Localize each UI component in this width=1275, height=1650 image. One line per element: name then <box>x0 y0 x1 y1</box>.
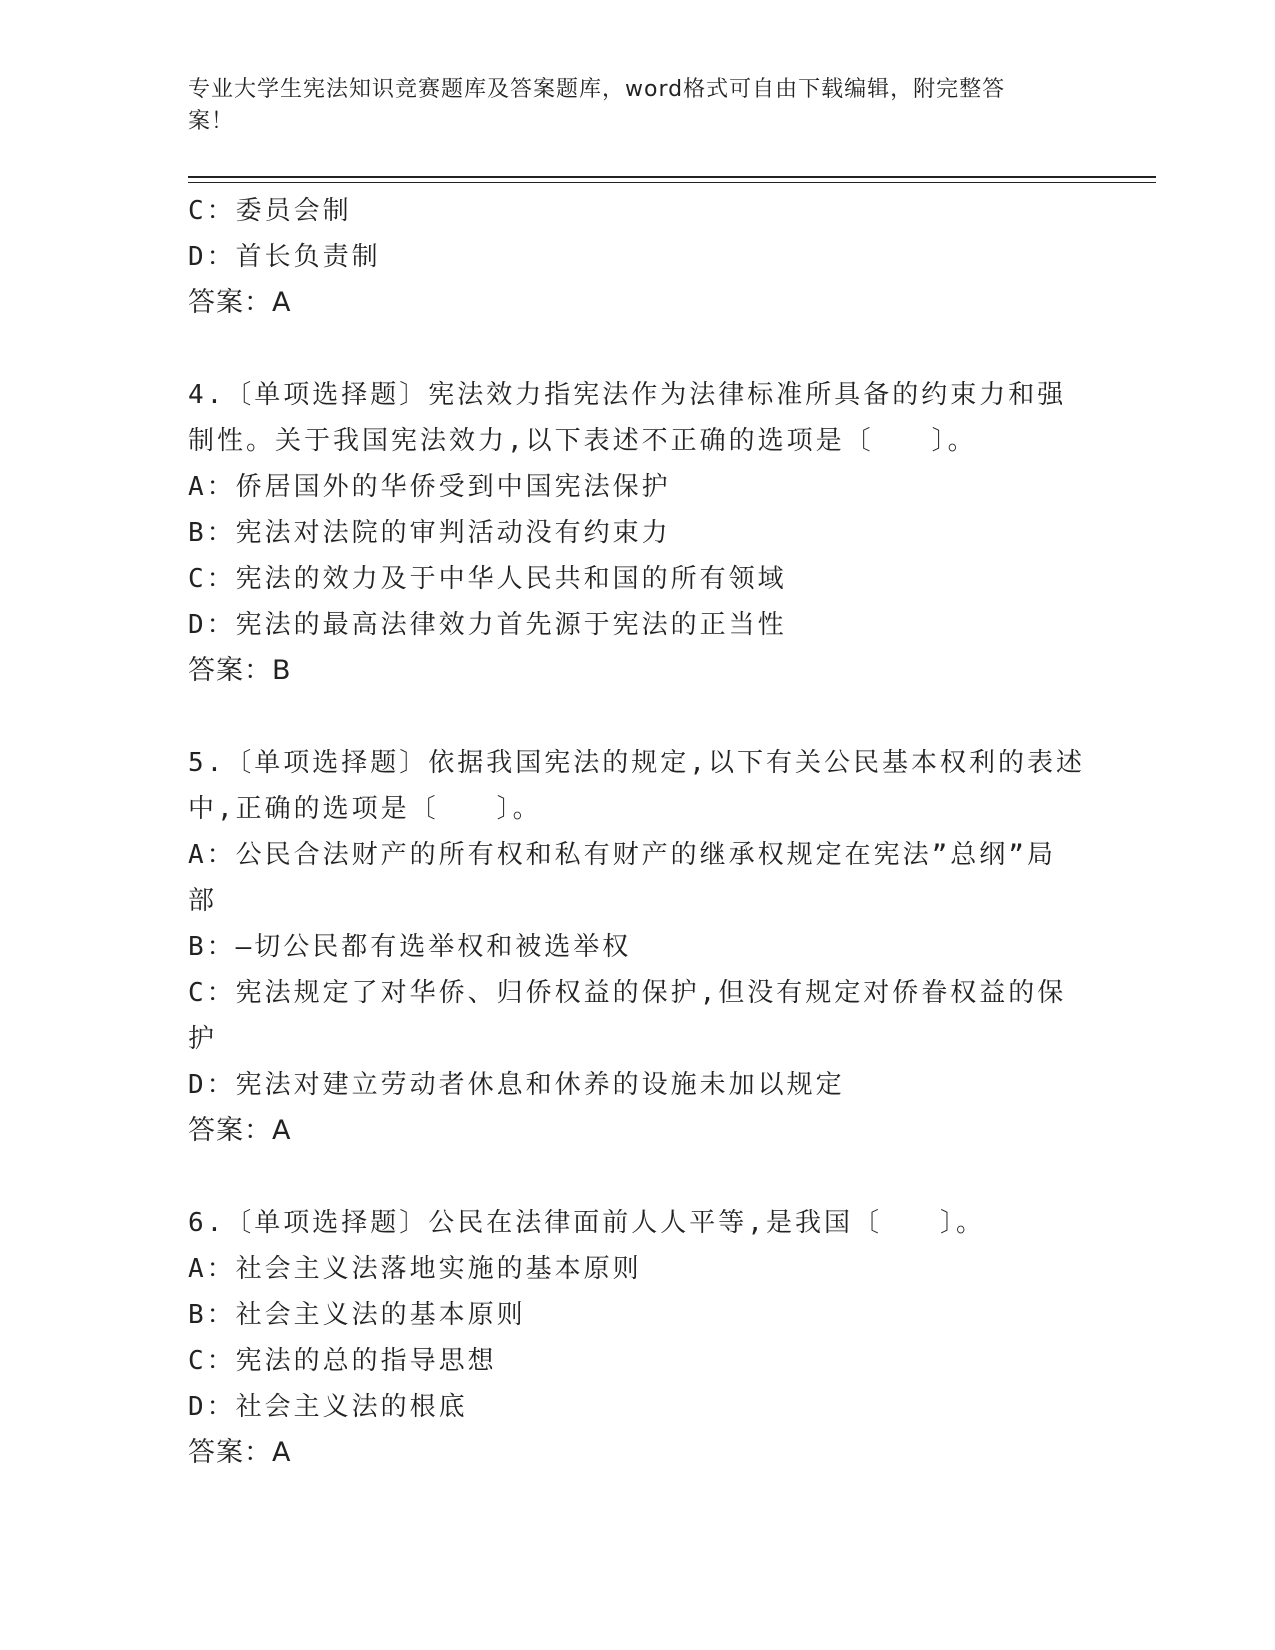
option-b: B：―切公民都有选举权和被选举权 <box>188 932 632 962</box>
option-c: C：宪法的总的指导思想 <box>188 1346 497 1376</box>
page-header <box>188 74 1063 138</box>
question-gap <box>188 1154 1088 1200</box>
header-line-2: 案！ <box>188 109 235 134</box>
question-stem: 4.〔单项选择题〕宪法效力指宪法作为法律标准所具备的约束力和强 <box>188 380 1067 410</box>
header-line-1: 专业大学生宪法知识竞赛题库及答案题库，word格式可自由下载编辑，附完整答 <box>188 77 1006 102</box>
option-a: A：公民合法财产的所有权和私有财产的继承权规定在宪法”总纲”局 <box>188 840 1056 870</box>
answer-line: 答案：B <box>188 655 292 686</box>
option-d: D：宪法对建立劳动者休息和休养的设施未加以规定 <box>188 1070 845 1100</box>
question-list <box>188 188 1088 1476</box>
question-4 <box>188 372 1088 694</box>
option-c-cont: 护 <box>188 1024 218 1054</box>
question-stem: 5.〔单项选择题〕依据我国宪法的规定,以下有关公民基本权利的表述 <box>188 748 1085 778</box>
question-5 <box>188 740 1088 1154</box>
answer-line: 答案：A <box>188 287 292 318</box>
question-gap <box>188 326 1088 372</box>
option-a: A：社会主义法落地实施的基本原则 <box>188 1254 642 1284</box>
header-divider <box>188 176 1156 178</box>
question-gap <box>188 694 1088 740</box>
option-d: D：首长负责制 <box>188 242 381 272</box>
question-6 <box>188 1200 1088 1476</box>
question-stem: 6.〔单项选择题〕公民在法律面前人人平等,是我国〔 〕。 <box>188 1208 985 1238</box>
option-b: B：宪法对法院的审判活动没有约束力 <box>188 518 671 548</box>
question-3-tail <box>188 188 1088 326</box>
option-d: D：宪法的最高法律效力首先源于宪法的正当性 <box>188 610 787 640</box>
option-a-cont: 部 <box>188 886 218 916</box>
option-c: C：宪法的效力及于中华人民共和国的所有领域 <box>188 564 787 594</box>
answer-line: 答案：A <box>188 1115 292 1146</box>
option-d: D：社会主义法的根底 <box>188 1392 468 1422</box>
option-a: A：侨居国外的华侨受到中国宪法保护 <box>188 472 671 502</box>
option-c: C：宪法规定了对华侨、归侨权益的保护,但没有规定对侨眷权益的保 <box>188 978 1067 1008</box>
header-divider-thin <box>188 182 1156 183</box>
option-b: B：社会主义法的基本原则 <box>188 1300 526 1330</box>
question-stem-cont: 制性。关于我国宪法效力,以下表述不正确的选项是〔 〕。 <box>188 426 977 456</box>
question-stem-cont: 中,正确的选项是〔 〕。 <box>188 794 542 824</box>
answer-line: 答案：A <box>188 1437 292 1468</box>
option-c: C：委员会制 <box>188 196 352 226</box>
